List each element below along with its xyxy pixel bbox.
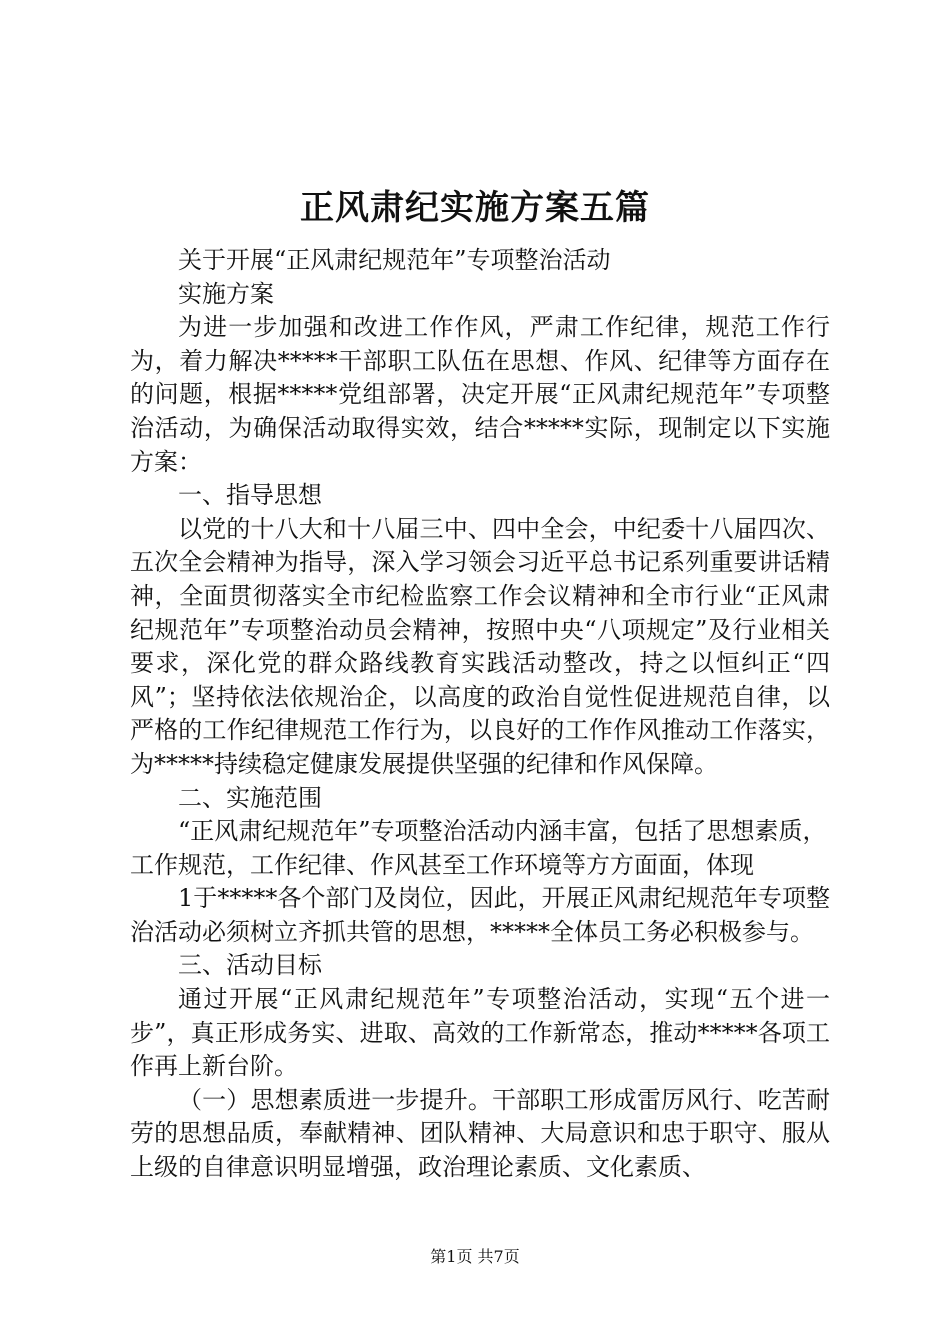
- section-heading: 三、活动目标: [178, 951, 322, 980]
- section-heading: 一、指导思想: [178, 481, 322, 510]
- page-number: 第1页 共7页: [430, 1247, 520, 1266]
- document-title: 正风肃纪实施方案五篇: [300, 188, 650, 228]
- paragraph: 1于*****各个部门及岗位，因此，开展正风肃纪规范年专项整治活动必须树立齐抓共管的思想，*****全体员工务必积极参与。: [130, 884, 830, 946]
- paragraph: 关于开展“正风肃纪规范年”专项整治活动: [178, 246, 611, 274]
- paragraph: “正风肃纪规范年”专项整治活动内涵丰富，包括了思想素质，工作规范，工作纪律、作风甚至工作环境等方方面面，体现: [130, 817, 827, 879]
- paragraph: 实施方案: [178, 279, 274, 308]
- document-body: [130, 244, 830, 1185]
- paragraph: 以党的十八大和十八届三中、四中全会，中纪委十八届四次、五次全会精神为指导，深入学习领会习近平总书记系列重要讲话精神，全面贯彻落实全市纪检监察工作会议精神和全市行业“正风肃纪规范年”专项整治动员会精神，按照中央“八项规定”及行业相关要求，深化党的群众路线教育实践活动整改，持之以恒纠正“四风”；坚持依法依规治企，以高度的政治自觉性促进规范自律，以严格的工作纪律规范工作行为，以良好的工作作风推动工作落实，为*****持续稳定健康发展提供坚强的纪律和作风保障。: [130, 514, 830, 778]
- section-heading: 二、实施范围: [178, 783, 322, 812]
- paragraph: 通过开展“正风肃纪规范年”专项整治活动，实现“五个进一步”，真正形成务实、进取、高效的工作新常态，推动*****各项工作再上新台阶。: [130, 985, 830, 1081]
- paragraph: （一）思想素质进一步提升。干部职工形成雷厉风行、吃苦耐劳的思想品质，奉献精神、团队精神、大局意识和忠于职守、服从上级的自律意识明显增强，政治理论素质、文化素质、: [130, 1085, 830, 1182]
- paragraph: 为进一步加强和改进工作作风，严肃工作纪律，规范工作行为，着力解决*****干部职工队伍在思想、作风、纪律等方面存在的问题，根据*****党组部署，决定开展“正风肃纪规范年”专项整治活动，为确保活动取得实效，结合*****实际，现制定以下实施方案：: [130, 313, 830, 476]
